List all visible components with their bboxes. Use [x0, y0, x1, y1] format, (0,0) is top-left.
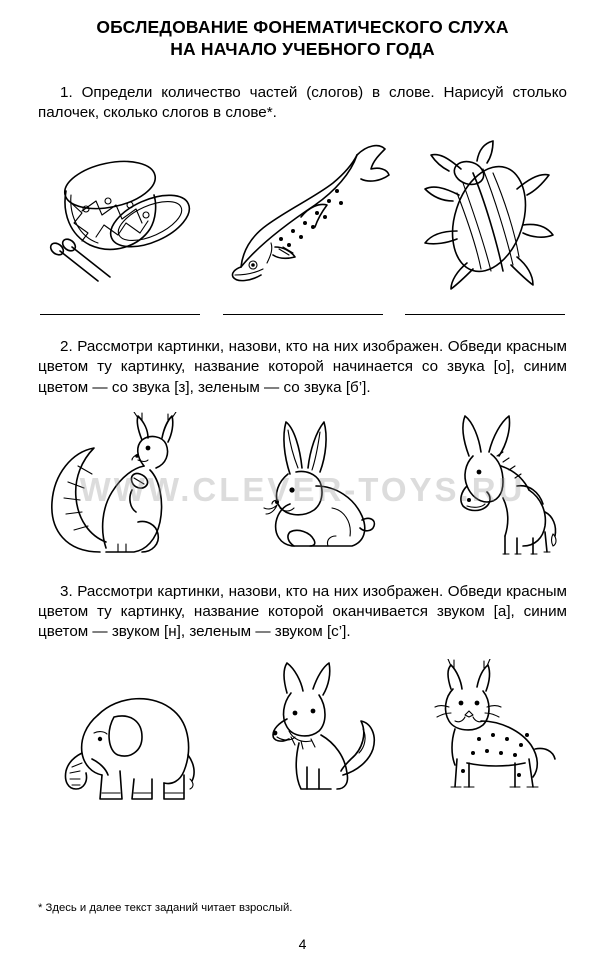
task-3-text [38, 582, 567, 643]
task-2-body: Рассмотри картинки, назови, кто на них изображен. Обведи красным цветом ту картинку, название которой начинается со звука [о], синим цветом — со звука [з], зеленым — со звука [б’]. [38, 338, 567, 396]
answer-line[interactable] [223, 313, 383, 315]
task-2-number: 2. [60, 338, 73, 356]
picture-beetle [417, 139, 567, 299]
task-1-pictures [38, 139, 567, 299]
picture-drum [38, 139, 208, 299]
task-2-text [38, 337, 567, 398]
picture-fox[interactable] [235, 659, 385, 804]
picture-lynx[interactable] [407, 659, 567, 804]
task-1-number: 1. [60, 83, 73, 101]
page-title-line-2: НА НАЧАЛО УЧЕБНОГО ГОДА [170, 39, 435, 60]
task-3-number: 3. [60, 582, 73, 600]
task-1-text [38, 83, 567, 123]
picture-pike-fish [223, 139, 403, 299]
task-1-answer-lines [38, 313, 567, 315]
picture-donkey[interactable] [417, 412, 567, 562]
picture-squirrel[interactable] [38, 412, 208, 562]
answer-line[interactable] [405, 313, 565, 315]
task-3-body: Рассмотри картинки, назови, кто на них изображен. Обведи красным цветом ту картинку, название которой оканчивается звуком [а], синим цветом — звуком [н], зеленым — звуком [с’]. [38, 582, 567, 641]
picture-elephant[interactable] [38, 659, 213, 804]
task-1-body: Определи количество частей (слогов) в слове. Нарисуй столько палочек, сколько слогов в слове*. [38, 83, 567, 121]
task-2-pictures [38, 412, 567, 562]
page-title [38, 16, 567, 61]
page-number: 4 [298, 936, 307, 952]
footnote: * Здесь и далее текст заданий читает взрослый. [38, 902, 293, 914]
worksheet-page [0, 16, 605, 976]
task-3-pictures [38, 659, 567, 804]
answer-line[interactable] [40, 313, 200, 315]
page-title-line-1: ОБСЛЕДОВАНИЕ ФОНЕМАТИЧЕСКОГО СЛУХА [96, 17, 509, 37]
picture-hare[interactable] [228, 412, 398, 562]
watermark: WWW.CLEVER-TOYS.RU [79, 471, 526, 508]
